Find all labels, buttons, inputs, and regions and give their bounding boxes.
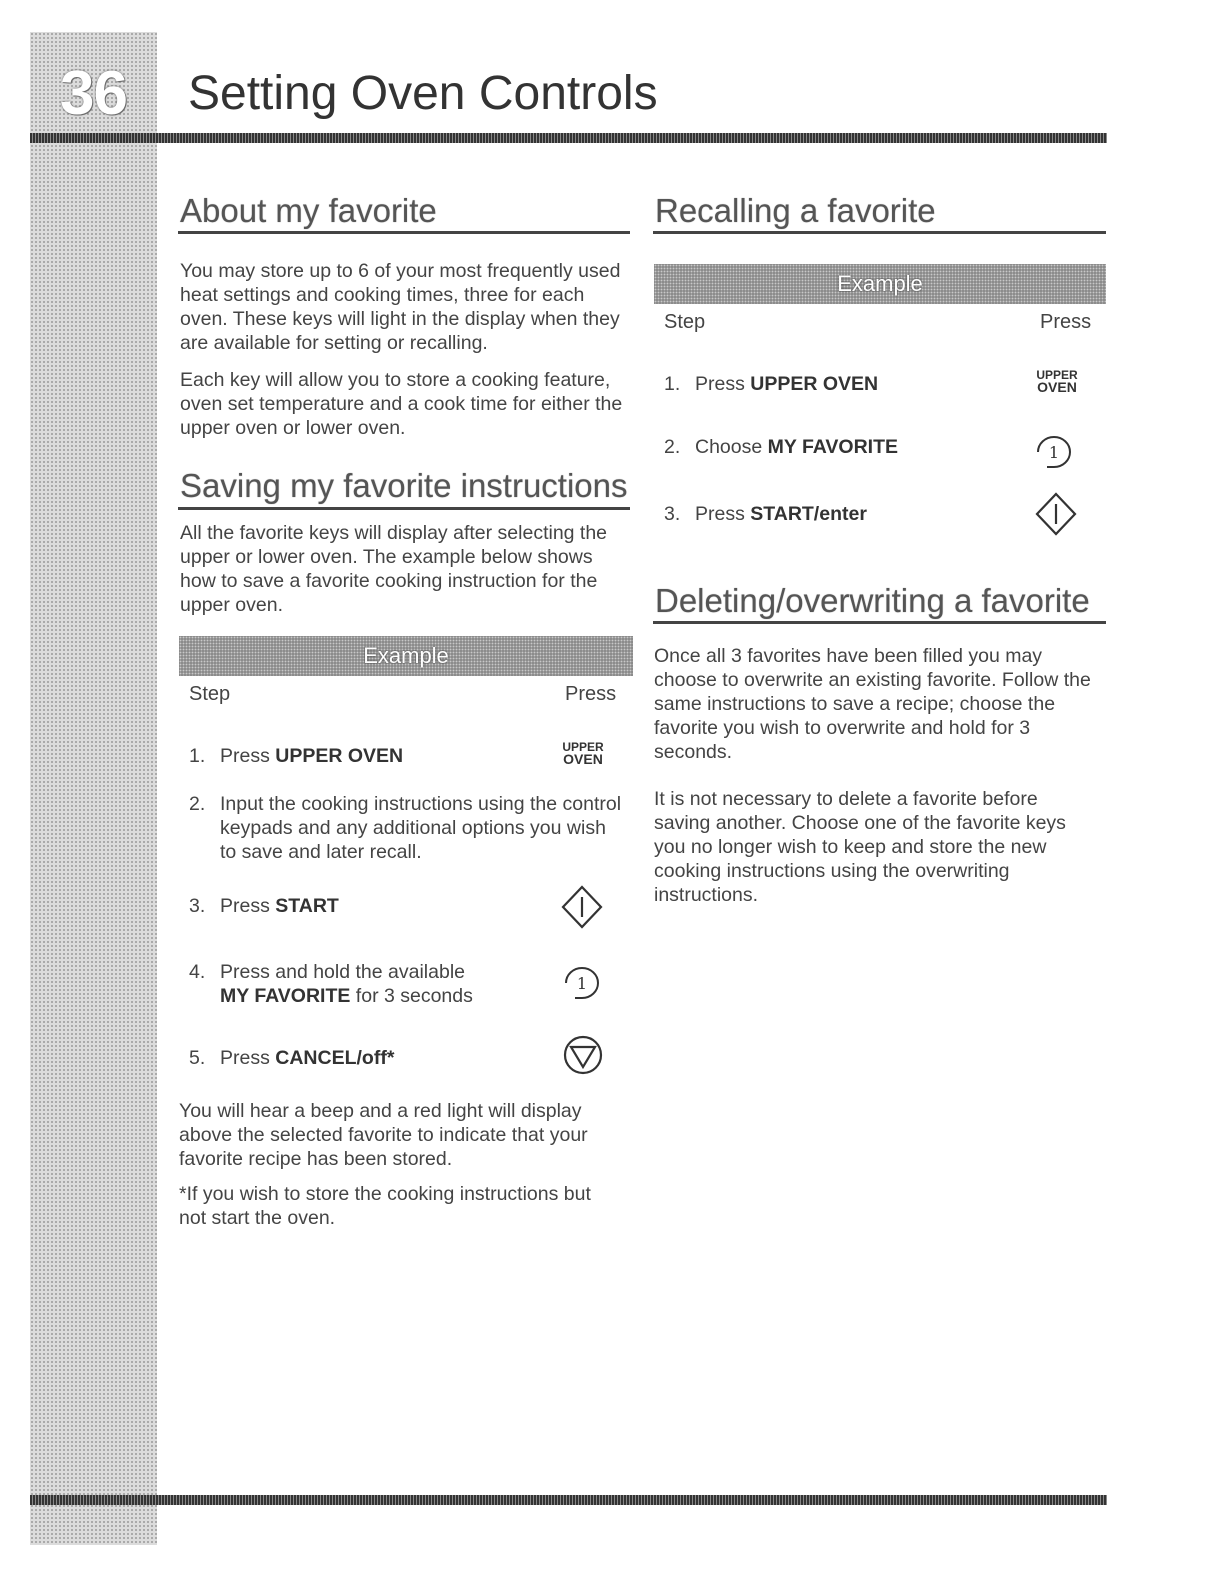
recalling-heading: Recalling a favorite [655,192,936,229]
my-favorite-key-icon [1034,433,1074,471]
saving-example-bar: Example [179,636,633,676]
deleting-underline [653,621,1106,624]
saving-step-4: 4. Press and hold the available MY FAVORITE for 3 seconds [189,961,473,1007]
my-favorite-key-icon [562,964,602,1002]
about-paragraph-2: Each key will allow you to store a cooking feature, oven set temperature and a cook time for either the upper oven or lower oven. [180,369,623,439]
start-key-icon [559,884,605,930]
recalling-example-bar: Example [654,264,1106,304]
deleting-heading: Deleting/overwriting a favorite [655,582,1090,619]
recalling-press-label: Press [1040,311,1092,333]
saving-step-5: 5. Press CANCEL/off* [189,1047,395,1069]
recalling-step-label: Step [664,311,706,333]
recalling-underline [653,231,1106,234]
saving-intro: All the favorite keys will display after selecting the upper or lower oven. The example below shows how to save a favorite cooking instruction for the upper oven. [180,522,608,616]
sidebar-dotted-band [30,32,157,1545]
recalling-step-2: 2. Choose MY FAVORITE [664,436,899,458]
cancel-key-icon [562,1034,604,1076]
about-paragraph-1: You may store up to 6 of your most frequently used heat settings and cooking times, three for each oven. These keys will light in the display when they are available for setting or recalling. [180,260,621,354]
saving-step-1: 1. Press UPPER OVEN [189,745,404,767]
saving-step-2: 2. Input the cooking instructions using the control keypads and any additional options you wish to save and later recall. [189,793,622,863]
deleting-paragraph-1: Once all 3 favorites have been filled you may choose to overwrite an existing favorite. Follow the same instructions to save a recipe; choose the favorite you wish to overwrite and hold for 3 seconds. [654,645,1091,763]
upper-oven-key-icon: UPPER OVEN [562,740,604,767]
start-key-icon [1033,491,1079,537]
saving-footnote: *If you wish to store the cooking instructions but not start the oven. [179,1183,591,1229]
saving-press-label: Press [565,683,617,705]
about-heading: About my favorite [180,192,437,229]
svg-text:1: 1 [576,974,588,993]
bottom-rule [30,1495,1107,1505]
recalling-step-3: 3. Press START/enter [664,503,867,525]
recalling-step-1: 1. Press UPPER OVEN [664,373,879,395]
svg-text:1: 1 [1048,443,1060,462]
saving-after-text: You will hear a beep and a red light will display above the selected favorite to indicate that your favorite recipe has been stored. [179,1100,588,1170]
deleting-paragraph-2: It is not necessary to delete a favorite before saving another. Choose one of the favorite keys you no longer wish to keep and store the new cooking instructions using the overwriting instructions. [654,788,1066,906]
page-number: 36 [60,59,127,128]
about-underline [178,231,630,234]
top-rule [30,133,1107,143]
saving-step-label: Step [189,683,231,705]
page-title: Setting Oven Controls [188,67,658,120]
saving-step-3: 3. Press START [189,895,339,917]
upper-oven-key-icon: UPPER OVEN [1036,368,1078,395]
saving-underline [178,507,630,510]
saving-heading: Saving my favorite instructions [180,467,628,504]
